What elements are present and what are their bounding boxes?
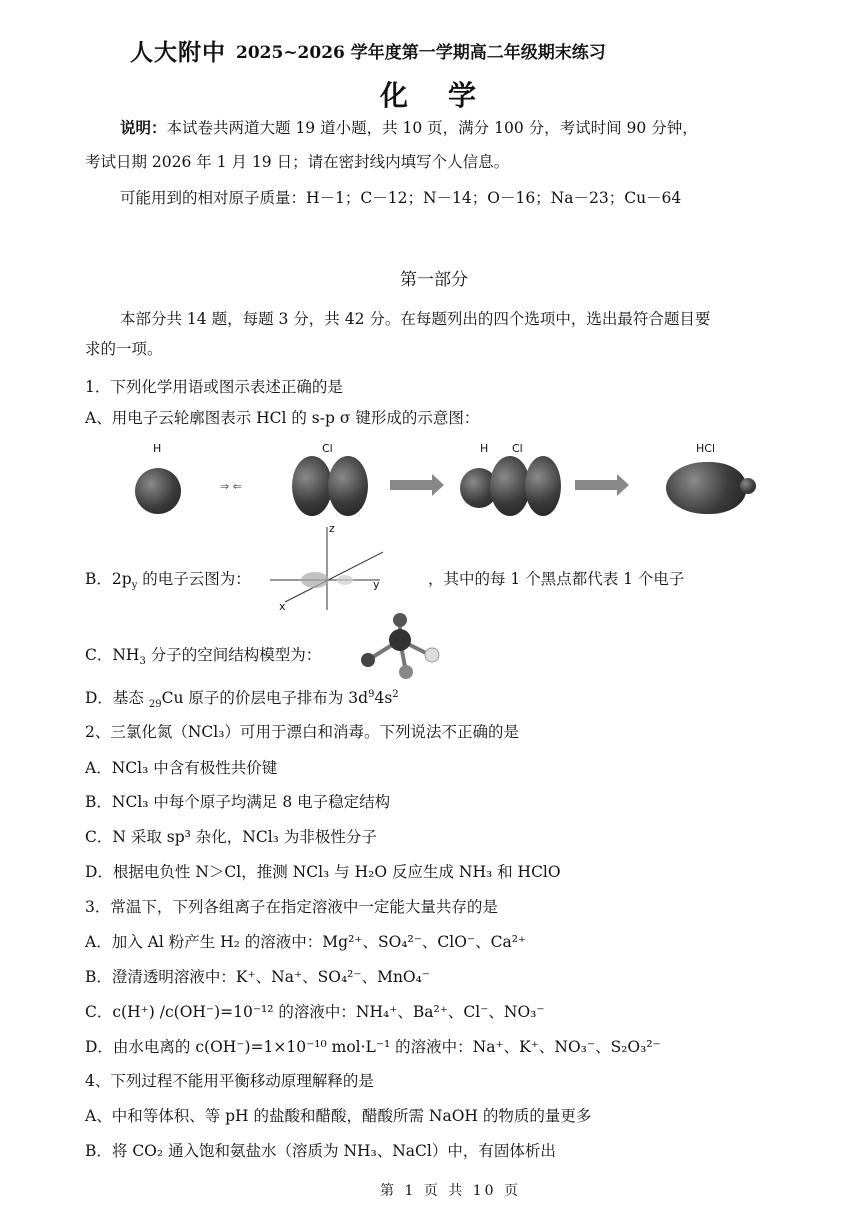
school-name: 人大附中: [130, 39, 226, 66]
section-desc-2: 求的一项。: [85, 340, 163, 358]
q2-option-c: C．N 采取 sp³ 杂化，NCl₃ 为非极性分子: [85, 828, 377, 846]
q1-option-d: D．基态 $_{29}$Cu 原子的价层电子排布为 $3d^94s^2$: [85, 688, 399, 711]
atomic-masses: 可能用到的相对原子质量：H－1；C－12；N－14；O－16；Na－23；Cu－64: [120, 189, 682, 207]
q2-option-b: B．NCl₃ 中每个原子均满足 8 电子稳定结构: [85, 793, 391, 811]
q2-option-a: A．NCl₃ 中含有极性共价键: [85, 759, 278, 777]
exam-title: 2025~2026 学年度第一学期高二年级期末练习: [236, 43, 606, 63]
q1-stem: 1．下列化学用语或图示表述正确的是: [85, 378, 343, 396]
section-title: 第一部分: [400, 270, 468, 290]
s-orbital-h: [135, 468, 181, 514]
arrow-2-head: [617, 474, 629, 496]
q1-option-b-tail: ，其中的每 1 个黑点都代表 1 个电子: [428, 570, 685, 588]
q1-option-c: C．$NH_3$ 分子的空间结构模型为：: [85, 646, 322, 668]
arrow-1: [390, 480, 434, 490]
axis-z: z: [329, 522, 335, 535]
hcl-orbital: [666, 462, 746, 514]
label-cl2: Cl: [512, 442, 523, 455]
q2-stem: 2、三氯化氮（NCl₃）可用于漂白和消毒。下列说法不正确的是: [85, 723, 519, 741]
label-cl: Cl: [322, 442, 333, 455]
q3-option-c: C．c(H⁺) /c(OH⁻)=10⁻¹² 的溶液中：NH₄⁺、Ba²⁺、Cl⁻、NO₃⁻: [85, 1003, 545, 1021]
p-lobe-approach-2: [525, 456, 561, 516]
q1-option-b: B．$2p_y$ 的电子云图为：: [85, 570, 251, 592]
label-h2: H: [480, 442, 489, 455]
arrow-1-head: [432, 474, 444, 496]
q3-option-b: B．澄清透明溶液中：K⁺、Na⁺、SO₄²⁻、MnO₄⁻: [85, 968, 431, 986]
q4-option-b: B．将 CO₂ 通入饱和氨盐水（溶质为 NH₃、NaCl）中，有固体析出: [85, 1142, 556, 1160]
arrow-small: ⇒ ⇐: [220, 480, 242, 493]
q3-stem: 3．常温下，下列各组离子在指定溶液中一定能大量共存的是: [85, 898, 498, 916]
q2-option-d: D．根据电负性 N＞Cl，推测 NCl₃ 与 H₂O 反应生成 NH₃ 和 HClO: [85, 863, 561, 881]
q4-option-a: A、中和等体积、等 pH 的盐酸和醋酸，醋酸所需 NaOH 的物质的量更多: [85, 1107, 592, 1125]
page-footer: 第 1 页 共 10 页: [380, 1183, 521, 1199]
p-lobe-approach-1: [490, 456, 530, 516]
q1-option-a: A、用电子云轮廓图表示 HCl 的 s-p σ 键形成的示意图：: [85, 409, 480, 427]
label-hcl: HCl: [696, 442, 716, 455]
instructions-label: 说明：: [120, 118, 167, 137]
instructions-line1: 说明：本试卷共两道大题 19 道小题，共 10 页，满分 100 分，考试时间 90 分钟，: [120, 118, 698, 137]
q4-stem: 4、下列过程不能用平衡移动原理解释的是: [85, 1072, 374, 1090]
q3-option-a: A．加入 Al 粉产生 H₂ 的溶液中：Mg²⁺、SO₄²⁻、ClO⁻、Ca²⁺: [85, 933, 527, 951]
arrow-2: [575, 480, 619, 490]
instructions-line2: 考试日期 2026 年 1 月 19 日；请在密封线内填写个人信息。: [85, 153, 510, 171]
axis-x: x: [279, 600, 286, 613]
p-orbital-lobe-right: [328, 456, 368, 516]
2py-electron-cloud-figure: [265, 522, 385, 612]
sigma-bond-figure: [120, 440, 770, 520]
label-h: H: [153, 442, 162, 455]
section-desc-1: 本部分共 14 题，每题 3 分，共 42 分。在每题列出的四个选项中，选出最符合题目要: [120, 310, 711, 328]
hcl-small-lobe: [740, 478, 756, 494]
q3-option-d: D．由水电离的 c(OH⁻)=1×10⁻¹⁰ mol·L⁻¹ 的溶液中：Na⁺、K⁺、NO₃⁻、S₂O₃²⁻: [85, 1038, 661, 1056]
nh3-model-svg: [338, 610, 448, 680]
p-orbital-lobe-left: [292, 456, 332, 516]
nh3-ball-stick-model: [338, 610, 448, 680]
electron-cloud-svg: [265, 522, 385, 612]
axis-y: y: [373, 578, 380, 591]
subject-title: 化学: [380, 79, 517, 112]
